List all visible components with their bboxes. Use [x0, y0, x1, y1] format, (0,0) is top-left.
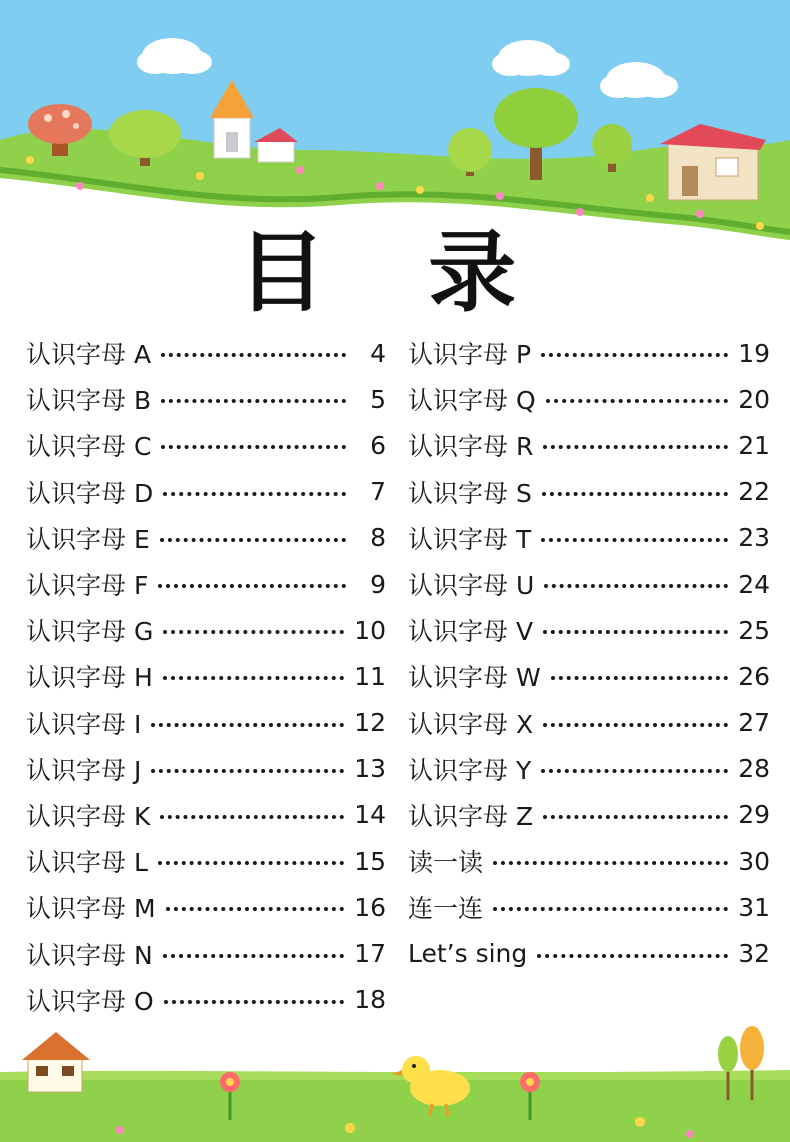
toc-entry-page: 14 [354, 800, 386, 830]
leader-dots [160, 538, 346, 542]
toc-entry-page: 25 [738, 615, 770, 645]
toc-entry [26, 930, 386, 976]
toc-entry-label: 认识字母 I [26, 709, 142, 739]
bottom-scenery [0, 1010, 790, 1142]
toc-entry-label: 认识字母 S [408, 478, 532, 508]
toc-entry-page: 22 [738, 477, 770, 507]
leader-dots [160, 815, 344, 819]
toc-entry [26, 376, 386, 422]
leader-dots [163, 676, 344, 680]
toc-entry [26, 746, 386, 792]
leader-dots [543, 445, 728, 449]
toc-entry-label: 认识字母 X [408, 709, 534, 739]
toc-entry-page: 18 [354, 985, 386, 1015]
leader-dots [541, 538, 728, 542]
toc-entry-page: 29 [738, 800, 770, 830]
toc-entry-label: 认识字母 Q [408, 386, 536, 416]
toc-entry-label: 认识字母 A [26, 340, 152, 370]
toc-entry-page: 24 [738, 569, 770, 599]
toc-entry-page: 13 [354, 754, 386, 784]
toc-entry [26, 700, 386, 746]
toc-entry [26, 607, 386, 653]
toc-entry [408, 792, 770, 838]
toc-entry [408, 838, 770, 884]
toc-entry [408, 930, 770, 976]
toc-entry-label: 认识字母 Y [408, 755, 532, 785]
toc-entry [408, 422, 770, 468]
toc-entry-page: 23 [738, 523, 770, 553]
toc-entry-label: 认识字母 K [26, 801, 151, 831]
toc-entry [408, 376, 770, 422]
toc-entry [408, 515, 770, 561]
toc-entry [408, 746, 770, 792]
leader-dots [161, 399, 346, 403]
toc-entry-page: 20 [738, 384, 770, 414]
toc-entry-label: 认识字母 B [26, 386, 152, 416]
toc-right-column [408, 330, 770, 977]
leader-dots [158, 861, 344, 865]
toc-entry-label: 认识字母 F [26, 571, 149, 601]
toc-entry-page: 7 [370, 477, 386, 507]
toc-entry [26, 515, 386, 561]
toc-entry-label: 认识字母 J [26, 755, 142, 785]
toc-entry [26, 330, 386, 376]
toc-entry [408, 607, 770, 653]
toc-entry-label: 认识字母 D [26, 478, 154, 508]
toc-entry [408, 700, 770, 746]
leader-dots [537, 954, 728, 958]
toc-entry-label: 认识字母 P [408, 340, 532, 370]
toc-entry-label: 连一连 [408, 894, 484, 924]
toc-entry-label: 认识字母 M [26, 894, 156, 924]
toc-entry [408, 884, 770, 930]
toc-entry-label: 认识字母 C [26, 432, 152, 462]
toc-entry-page: 27 [738, 708, 770, 738]
leader-dots [151, 723, 344, 727]
toc-entry [26, 884, 386, 930]
leader-dots [163, 954, 345, 958]
toc-entry-page: 12 [354, 708, 386, 738]
house-icon [22, 1032, 90, 1092]
toc-entry-label: 认识字母 Z [408, 801, 534, 831]
toc-entry [26, 838, 386, 884]
toc-entry-page: 26 [738, 661, 770, 691]
leader-dots [166, 907, 345, 911]
leader-dots [163, 492, 346, 496]
toc-entry-page: 6 [370, 430, 386, 460]
toc-entry-label: 认识字母 G [26, 617, 154, 647]
toc-entry-page: 8 [370, 523, 386, 553]
toc-entry [26, 561, 386, 607]
toc-entry [26, 469, 386, 515]
toc-entry-page: 5 [370, 384, 386, 414]
leader-dots [151, 769, 344, 773]
leader-dots [551, 676, 729, 680]
toc-entry-label: Let’s sing [408, 939, 528, 969]
toc-entry-label: 读一读 [408, 848, 484, 878]
toc-entry-label: 认识字母 U [408, 571, 535, 601]
toc-entry-page: 30 [738, 846, 770, 876]
toc-entry-label: 认识字母 H [26, 663, 153, 693]
toc-entry-label: 认识字母 W [408, 663, 541, 693]
toc-entry [408, 469, 770, 515]
leader-dots [543, 723, 728, 727]
toc-entry-label: 认识字母 E [26, 524, 150, 554]
leader-dots [541, 769, 728, 773]
toc-entry-page: 17 [354, 939, 386, 969]
toc-entry [408, 561, 770, 607]
page-title: 目 录 [237, 221, 553, 324]
toc-left-column [26, 330, 386, 1023]
toc-entry-page: 19 [738, 338, 770, 368]
toc-entry-page: 31 [738, 892, 770, 922]
toc-entry [26, 792, 386, 838]
toc-entry [26, 422, 386, 468]
toc-entry [26, 653, 386, 699]
leader-dots [161, 353, 346, 357]
toc-entry-page: 32 [738, 939, 770, 969]
leader-dots [164, 1000, 345, 1004]
leader-dots [542, 492, 728, 496]
leader-dots [158, 584, 346, 588]
toc-entry-page: 10 [354, 615, 386, 645]
toc-entry-page: 9 [370, 569, 386, 599]
toc-entry-label: 认识字母 V [408, 617, 534, 647]
leader-dots [161, 445, 346, 449]
leader-dots [543, 815, 728, 819]
toc-entry-page: 28 [738, 754, 770, 784]
toc-entry [408, 653, 770, 699]
toc-entry-label: 认识字母 L [26, 848, 148, 878]
leader-dots [493, 861, 728, 865]
toc-entry-page: 16 [354, 892, 386, 922]
leader-dots [546, 399, 729, 403]
leader-dots [543, 630, 728, 634]
toc-entry-label: 认识字母 N [26, 940, 153, 970]
leader-dots [541, 353, 728, 357]
leader-dots [163, 630, 344, 634]
leader-dots [493, 907, 728, 911]
toc-entry-page: 11 [354, 661, 386, 691]
toc-entry-page: 15 [354, 846, 386, 876]
leader-dots [544, 584, 728, 588]
toc-entry-page: 4 [370, 338, 386, 368]
toc-entry-label: 认识字母 R [408, 432, 534, 462]
toc-entry [408, 330, 770, 376]
toc-entry-label: 认识字母 T [408, 524, 532, 554]
toc-entry-label: 认识字母 O [26, 986, 154, 1016]
toc-entry-page: 21 [738, 430, 770, 460]
